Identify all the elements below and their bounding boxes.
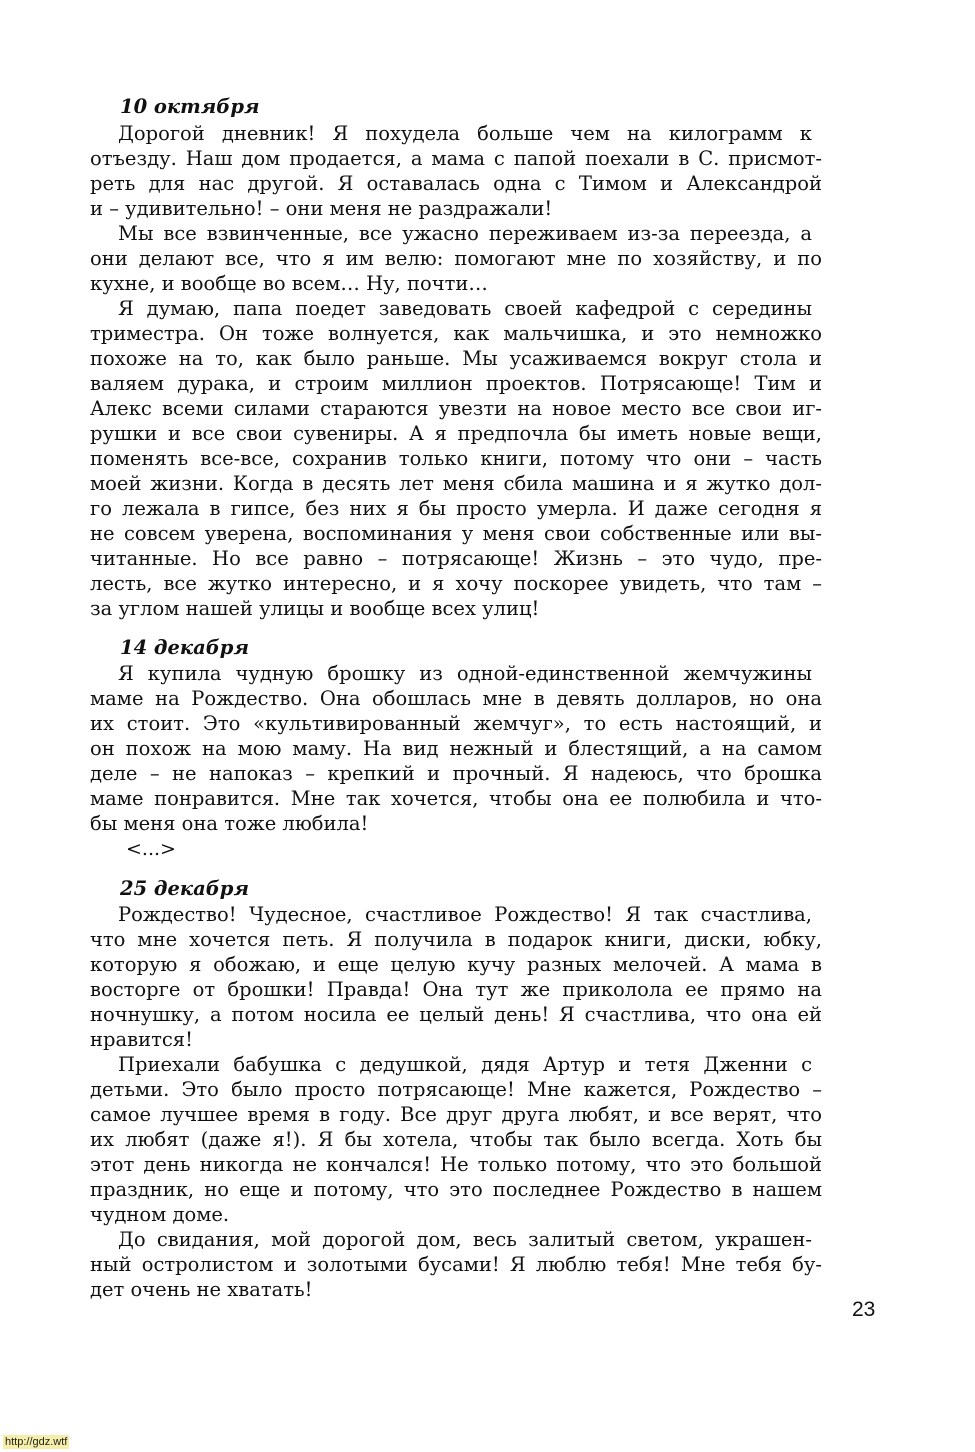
text-line: го лежала в гипсе, без них я бы просто умерла. И даже сегодня я bbox=[90, 497, 822, 520]
text-line: кухне, и вообще во всем… Ну, почти… bbox=[90, 272, 488, 295]
text-line: их стоит. Это «культивированный жемчуг», то есть настоящий, и bbox=[90, 712, 822, 735]
text-line: он похож на мою маму. На вид нежный и блестящий, а на самом bbox=[90, 737, 822, 760]
text-line: за углом нашей улицы и вообще всех улиц! bbox=[90, 597, 540, 620]
text-line: маме понравится. Мне так хочется, чтобы она ее полюбила и что- bbox=[90, 787, 822, 810]
entry-date: 25 декабря bbox=[120, 877, 249, 900]
text-line: Рождество! Чудесное, счастливое Рождество! Я так счастлива, bbox=[118, 903, 812, 926]
page-number: 23 bbox=[852, 1298, 876, 1321]
text-line: праздник, но еще и потому, что это последнее Рождество в нашем bbox=[90, 1178, 822, 1201]
text-line: рушки и все свои сувениры. А я предпочла бы иметь новые вещи, bbox=[90, 422, 822, 445]
text-line: читанные. Но все равно – потрясающе! Жизнь – это чудо, пре- bbox=[90, 547, 822, 570]
text-line: ный остролистом и золотыми бусами! Я люблю тебя! Мне тебя бу- bbox=[90, 1253, 822, 1276]
text-line: детьми. Это было просто потрясающе! Мне кажется, Рождество – bbox=[90, 1078, 822, 1101]
text-line: которую я обожаю, и еще целую кучу разных мелочей. А мама в bbox=[90, 953, 822, 976]
text-line: реть для нас другой. Я оставалась одна с Тимом и Александрой bbox=[90, 172, 822, 195]
text-line: поменять все-все, сохранив только книги, потому что они – часть bbox=[90, 447, 822, 470]
text-line: этот день никогда не кончался! Не только потому, что это большой bbox=[90, 1153, 822, 1176]
text-line: они делают все, что я им велю: помогают мне по хозяйству, и по bbox=[90, 247, 822, 270]
text-line: моей жизни. Когда в десять лет меня сбила машина и я жутко дол- bbox=[90, 472, 822, 495]
text-line: Приехали бабушка с дедушкой, дядя Артур и тетя Дженни с bbox=[118, 1053, 812, 1076]
text-line: валяем дурака, и строим миллион проектов. Потрясающе! Тим и bbox=[90, 372, 822, 395]
text-line: триместра. Он тоже волнуется, как мальчишка, и это немножко bbox=[90, 322, 822, 345]
text-line: Я купила чудную брошку из одной-единственной жемчужины bbox=[118, 662, 812, 685]
text-line: Алекс всеми силами стараются увезти на новое место все свои иг- bbox=[90, 397, 822, 420]
text-line: их любят (даже я!). Я бы хотела, чтобы так было всегда. Хоть бы bbox=[90, 1128, 822, 1151]
watermark-link[interactable]: http://gdz.wtf bbox=[5, 1436, 68, 1448]
text-line: нравится! bbox=[90, 1028, 193, 1051]
entry-date: 10 октября bbox=[120, 95, 260, 118]
text-line: чудном доме. bbox=[90, 1203, 230, 1226]
omission-mark: <...> bbox=[126, 838, 176, 860]
text-line: что мне хочется петь. Я получила в подарок книги, диски, юбку, bbox=[90, 928, 822, 951]
text-line: Я думаю, папа поедет заведовать своей кафедрой с середины bbox=[118, 297, 812, 320]
text-line: и – удивительно! – они меня не раздражали! bbox=[90, 197, 553, 220]
text-line: самое лучшее время в году. Все друг друга любят, и все верят, что bbox=[90, 1103, 822, 1126]
text-line: похоже на то, как было раньше. Мы усаживаемся вокруг стола и bbox=[90, 347, 822, 370]
text-line: ночнушку, а потом носила ее целый день! Я счастлива, что она ей bbox=[90, 1003, 822, 1026]
text-line: До свидания, мой дорогой дом, весь залитый светом, украшен- bbox=[118, 1228, 812, 1251]
text-line: Дорогой дневник! Я похудела больше чем на килограмм к bbox=[118, 122, 812, 145]
text-line: маме на Рождество. Она обошлась мне в девять долларов, но она bbox=[90, 687, 822, 710]
text-line: дет очень не хватать! bbox=[90, 1278, 313, 1301]
text-line: лесть, все жутко интересно, и я хочу поскорее увидеть, что там – bbox=[90, 572, 822, 595]
text-line: восторге от брошки! Правда! Она тут же приколола ее прямо на bbox=[90, 978, 822, 1001]
text-line: бы меня она тоже любила! bbox=[90, 812, 369, 835]
text-line: не совсем уверена, воспоминания у меня свои собственные или вы- bbox=[90, 522, 822, 545]
text-line: Мы все взвинченные, все ужасно переживаем из-за переезда, а bbox=[118, 222, 812, 245]
text-line: отъезду. Наш дом продается, а мама с папой поехали в С. присмот- bbox=[90, 147, 822, 170]
entry-date: 14 декабря bbox=[120, 636, 249, 659]
text-line: деле – не напоказ – крепкий и прочный. Я надеюсь, что брошка bbox=[90, 762, 822, 785]
